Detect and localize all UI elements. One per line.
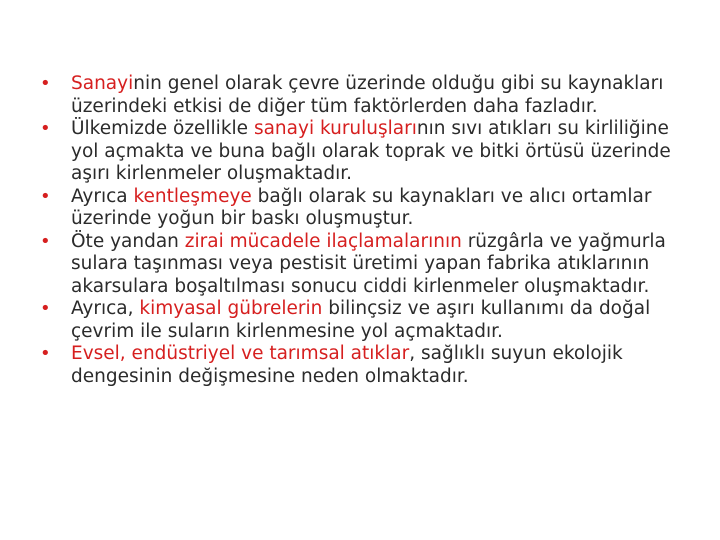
- body-text: nın sıvı atıkları su kirliliğine yol açmakta ve buna bağlı olarak toprak ve bitki örtüsü üzerinde aşırı kirlenmeler oluşmaktadır.: [71, 118, 671, 184]
- bullet-list: [40, 73, 680, 388]
- body-text: Ayrıca: [71, 185, 134, 207]
- body-text: Ayrıca,: [71, 298, 140, 319]
- body-text: rüzgârla ve yağmurla sulara taşınması veya pestisit üretimi yapan fabrika atıklarının akarsulara boşaltılması sonucu ciddi kirlenmeler oluşmaktadır.: [71, 230, 666, 297]
- bullet-icon: •: [40, 73, 51, 94]
- highlighted-text: sanayi kuruluşları: [253, 118, 417, 139]
- highlighted-text: kentleşmeye: [133, 185, 252, 207]
- bullet-icon: •: [40, 118, 51, 139]
- highlighted-text: Evsel, endüstriyel ve tarımsal atıklar: [71, 343, 410, 364]
- body-text: bağlı olarak su kaynakları ve alıcı ortamlar üzerinde yoğun bir baskı oluşmuştur.: [71, 185, 652, 229]
- bullet-item: [40, 231, 680, 299]
- bullet-icon: •: [40, 343, 51, 364]
- bullet-item: [40, 186, 680, 231]
- bullet-item: [40, 343, 680, 388]
- body-text: nin genel olarak çevre üzerinde olduğu gibi su kaynakları üzerindeki etkisi de diğer tüm faktörlerden daha fazladır.: [71, 73, 664, 117]
- body-text: Ülkemizde özellikle: [71, 118, 254, 139]
- body-text: , sağlıklı suyun ekolojik dengesinin değişmesine neden olmaktadır.: [71, 343, 623, 387]
- bullet-icon: •: [40, 230, 51, 252]
- bullet-item: [40, 118, 680, 186]
- highlighted-text: Sanayi: [71, 73, 134, 94]
- highlighted-text: kimyasal gübrelerin: [139, 298, 323, 319]
- bullet-icon: •: [40, 185, 51, 207]
- bullet-item: [40, 73, 680, 118]
- body-text: bilinçsiz ve aşırı kullanımı da doğal çevrim ile suların kirlenmesine yol açmaktadır.: [71, 298, 651, 342]
- highlighted-text: zirai mücadele ilaçlamalarının: [184, 230, 462, 252]
- body-text: Öte yandan: [71, 230, 185, 252]
- bullet-icon: •: [40, 298, 51, 319]
- bullet-item: [40, 298, 680, 343]
